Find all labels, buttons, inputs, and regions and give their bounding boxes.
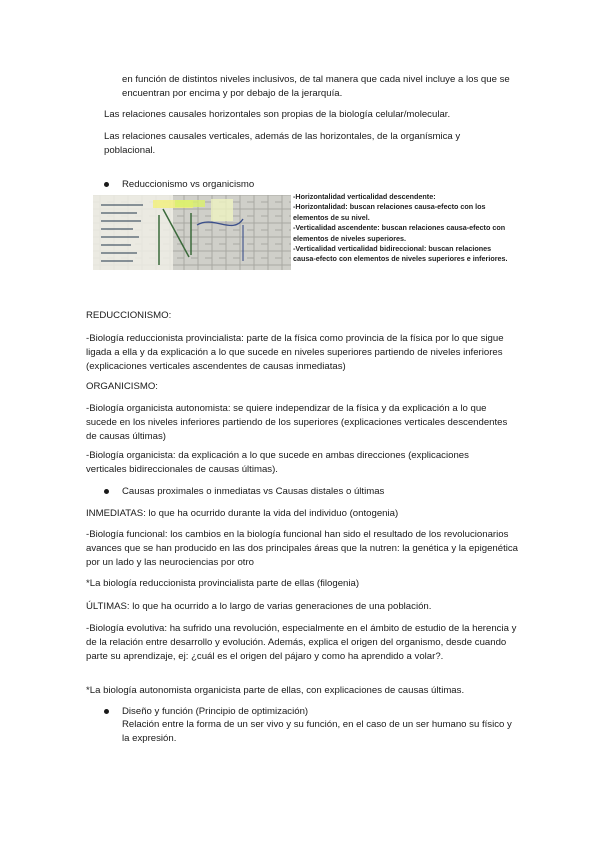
reduccionismo-heading: REDUCCIONISMO: xyxy=(86,310,172,321)
notes-photo xyxy=(93,195,291,270)
bullet-reduccionismo-vs-organicismo: Reduccionismo vs organicismo xyxy=(122,179,255,190)
vertical-relations-paragraph: Las relaciones causales verticales, además de las horizontales, de la organísmica y poblacional. xyxy=(104,131,461,156)
evolutiva-paragraph: -Biología evolutiva: ha sufrido una revolución, especialmente en el ámbito de estudio de la herencia y de la relación entre desarrollo y evolución. Además, explica el origen del organismo, desde cuando parte su aprendizaje, ej: ¿cuál es el origen del pájaro y como ha aprendido a volar?. xyxy=(86,623,517,662)
note-autonomista: *La biología autonomista organicista parte de ellas, con explicaciones de causas últimas. xyxy=(86,685,465,696)
bullet-icon xyxy=(104,709,109,714)
horizontal-relations-paragraph: Las relaciones causales horizontales son propias de la biología celular/molecular. xyxy=(104,109,451,120)
note-line: -Verticalidad verticalidad bidireccional: buscan relaciones causa-efecto con elementos de niveles superiores e inferiores. xyxy=(293,244,508,264)
inmediatas-paragraph: INMEDIATAS: lo que ha ocurrido durante la vida del individuo (ontogenia) xyxy=(86,508,399,519)
hierarchy-paragraph: en función de distintos niveles inclusivos, de tal manera que cada nivel incluye a los que se encuentran por encima y por debajo de la jerarquía. xyxy=(122,74,510,99)
bullet-icon xyxy=(104,182,109,187)
diagram-notes xyxy=(293,192,515,265)
organicismo-heading: ORGANICISMO: xyxy=(86,381,158,392)
funcional-paragraph: -Biología funcional: los cambios en la biología funcional han sido el resultado de los revolucionarios avances que se han producido en las dos principales áreas que la nutren: la genética y la epigenética por un lado y las neurociencias por otro xyxy=(86,529,519,568)
ultimas-paragraph: ÚLTIMAS: lo que ha ocurrido a lo largo de varias generaciones de una población. xyxy=(86,601,432,612)
organicismo-bidireccional-paragraph: -Biología organicista: da explicación a lo que sucede en ambas direcciones (explicaciones verticales bidireccionales de causas últimas). xyxy=(86,450,469,475)
note-line: -Horizontalidad verticalidad descendente: xyxy=(293,192,436,201)
note-line: -Horizontalidad: buscan relaciones causa-efecto con los elementos de su nivel. xyxy=(293,202,486,222)
bullet-icon xyxy=(104,489,109,494)
bullet-diseno-funcion: Diseño y función (Principio de optimización) xyxy=(122,706,309,717)
note-reduccionista: *La biología reduccionista provincialista parte de ellas (filogenia) xyxy=(86,578,360,589)
reduccionismo-paragraph: -Biología reduccionista provincialista: parte de la física como provincia de la física por lo que sigue ligada a ella y da explicación a lo que sucede en niveles superiores partiendo de niveles inferiores (explicaciones verticales ascendentes de causas inmediatas) xyxy=(86,333,504,372)
note-line: -Verticalidad ascendente: buscan relaciones causa-efecto con elementos de niveles superiores. xyxy=(293,223,506,243)
diseno-funcion-paragraph: Relación entre la forma de un ser vivo y su función, en el caso de un ser humano su físico y la expresión. xyxy=(122,719,512,744)
organicismo-autonomista-paragraph: -Biología organicista autonomista: se quiere independizar de la física y da explicación a lo que sucede en los niveles inferiores partiendo de los superiores (explicaciones verticales descendentes de causas últimas) xyxy=(86,403,508,442)
bullet-causas: Causas proximales o inmediatas vs Causas distales o últimas xyxy=(122,486,385,497)
